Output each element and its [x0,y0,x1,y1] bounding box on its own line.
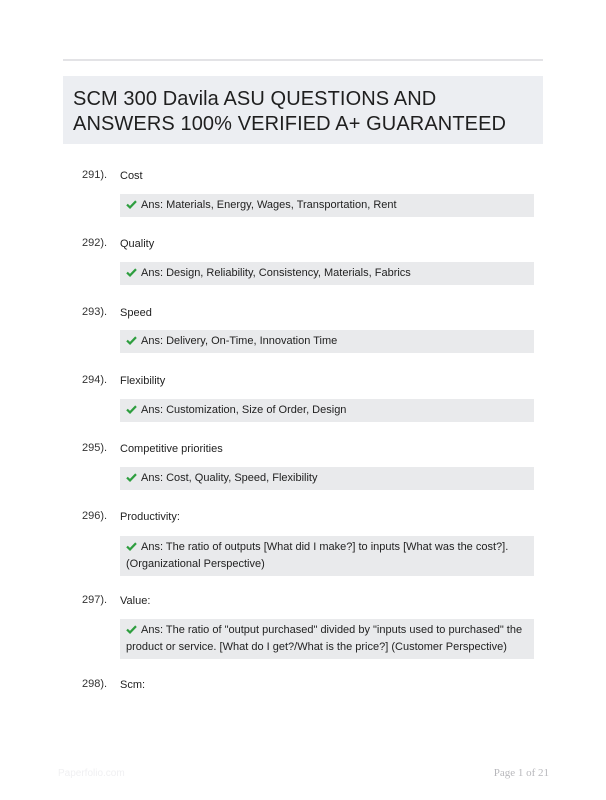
check-icon [126,336,137,345]
page-number: Page 1 of 21 [493,767,549,779]
check-icon [126,625,137,634]
answer-text: Ans: The ratio of "output purchased" divided by "inputs used to purchased" the product or service. [What do I get?/What is the price?] (Customer Perspective) [126,624,523,653]
answer-box [120,536,534,576]
answer-text: Ans: Cost, Quality, Speed, Flexibility [141,472,318,484]
question-number: 294). [82,374,108,386]
question-number: 292). [82,237,108,249]
answer-text: Ans: Design, Reliability, Consistency, Materials, Fabrics [141,267,411,279]
answer-text: Ans: Materials, Energy, Wages, Transportation, Rent [141,199,397,211]
answer-box [120,194,534,217]
question-text: Value: [120,595,151,607]
answer-box [120,619,534,659]
question-text: Quality [120,238,155,250]
question-number: 297). [82,594,108,606]
question-text: Competitive priorities [120,443,223,455]
question-text: Productivity: [120,511,180,523]
answer-text: Ans: Customization, Size of Order, Design [141,404,347,416]
check-icon [126,268,137,277]
answer-box [120,330,534,353]
answer-box [120,399,534,422]
question-text: Speed [120,307,152,319]
answer-box [120,262,534,285]
answer-text: Ans: The ratio of outputs [What did I make?] to inputs [What was the cost?]. (Organizational Perspective) [126,541,509,570]
title-box [63,76,543,144]
answer-box [120,467,534,490]
question-number: 296). [82,510,108,522]
check-icon [126,200,137,209]
question-text: Scm: [120,679,146,691]
question-text: Flexibility [120,375,166,387]
question-number: 293). [82,306,108,318]
footer-watermark: Paperfolio.com [58,768,125,779]
check-icon [126,405,137,414]
answer-text: Ans: Delivery, On-Time, Innovation Time [141,335,338,347]
question-number: 298). [82,678,108,690]
check-icon [126,473,137,482]
question-number: 291). [82,169,108,181]
question-number: 295). [82,442,108,454]
check-icon [126,542,137,551]
top-divider [63,59,543,61]
question-text: Cost [120,170,143,182]
page-title: SCM 300 Davila ASU QUESTIONS AND ANSWERS 100% VERIFIED A+ GUARANTEED [73,88,507,135]
